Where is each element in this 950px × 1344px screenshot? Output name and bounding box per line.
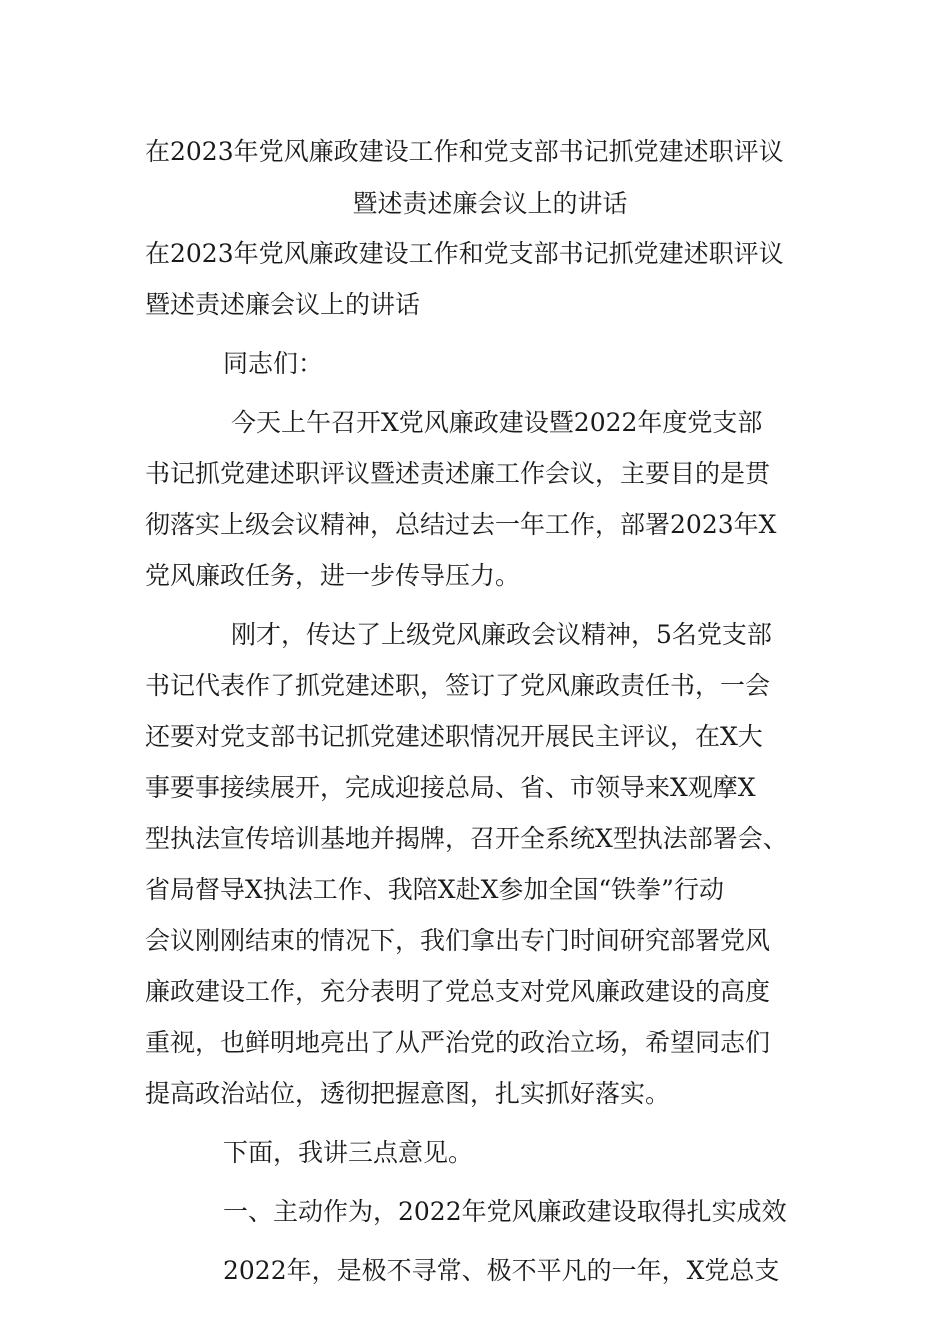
paragraph-line: 省局督导X执法工作、我陪X赴X参加全国“铁拳”行动 <box>145 875 724 904</box>
paragraph-line: 事要事接续展开，完成迎接总局、省、市领导来X观摩X <box>145 773 756 802</box>
paragraph-line: 提高政治站位，透彻把握意图，扎实抓好落实。 <box>145 1079 671 1108</box>
paragraph-line: 廉政建设工作，充分表明了党总支对党风廉政建设的高度 <box>145 977 771 1006</box>
paragraph-4-line-1: 2022年，是极不寻常、极不平凡的一年，X党总支 <box>223 1256 780 1285</box>
paragraph-2 <box>145 609 825 1119</box>
paragraph-line: 重视，也鲜明地亮出了从严治党的政治立场，希望同志们 <box>145 1028 771 1057</box>
section-heading-1: 一、主动作为，2022年党风廉政建设取得扎实成效 <box>223 1197 787 1226</box>
paragraph-line: 党风廉政任务，进一步传导压力。 <box>145 561 521 590</box>
paragraph-1 <box>145 397 825 601</box>
subtitle-line-2: 暨述责述廉会议上的讲话 <box>145 290 421 319</box>
paragraph-line: 刚才，传达了上级党风廉政会议精神，5名党支部 <box>231 620 772 649</box>
paragraph-line: 型执法宣传培训基地并揭牌，召开全系统X型执法部署会、 <box>145 824 788 853</box>
title-line-1: 在2023年党风廉政建设工作和党支部书记抓党建述职评议 <box>145 137 784 166</box>
document-title <box>145 126 825 230</box>
paragraph-line: 会议刚刚结束的情况下，我们拿出专门时间研究部署党风 <box>145 926 771 955</box>
paragraph-line: 书记代表作了抓党建述职，签订了党风廉政责任书，一会 <box>145 671 771 700</box>
salutation: 同志们： <box>223 349 324 378</box>
paragraph-line: 还要对党支部书记抓党建述职情况开展民主评议，在X大 <box>145 722 763 751</box>
paragraph-3: 下面，我讲三点意见。 <box>223 1138 474 1167</box>
paragraph-line: 彻落实上级会议精神，总结过去一年工作，部署2023年X <box>145 510 777 539</box>
title-line-2: 暨述责述廉会议上的讲话 <box>352 189 628 218</box>
paragraph-line: 书记抓党建述职评议暨述责述廉工作会议，主要目的是贯 <box>145 459 771 488</box>
document-body <box>145 228 825 1296</box>
paragraph-line: 今天上午召开X党风廉政建设暨2022年度党支部 <box>231 408 763 437</box>
subtitle-line-1: 在2023年党风廉政建设工作和党支部书记抓党建述职评议 <box>145 239 784 268</box>
